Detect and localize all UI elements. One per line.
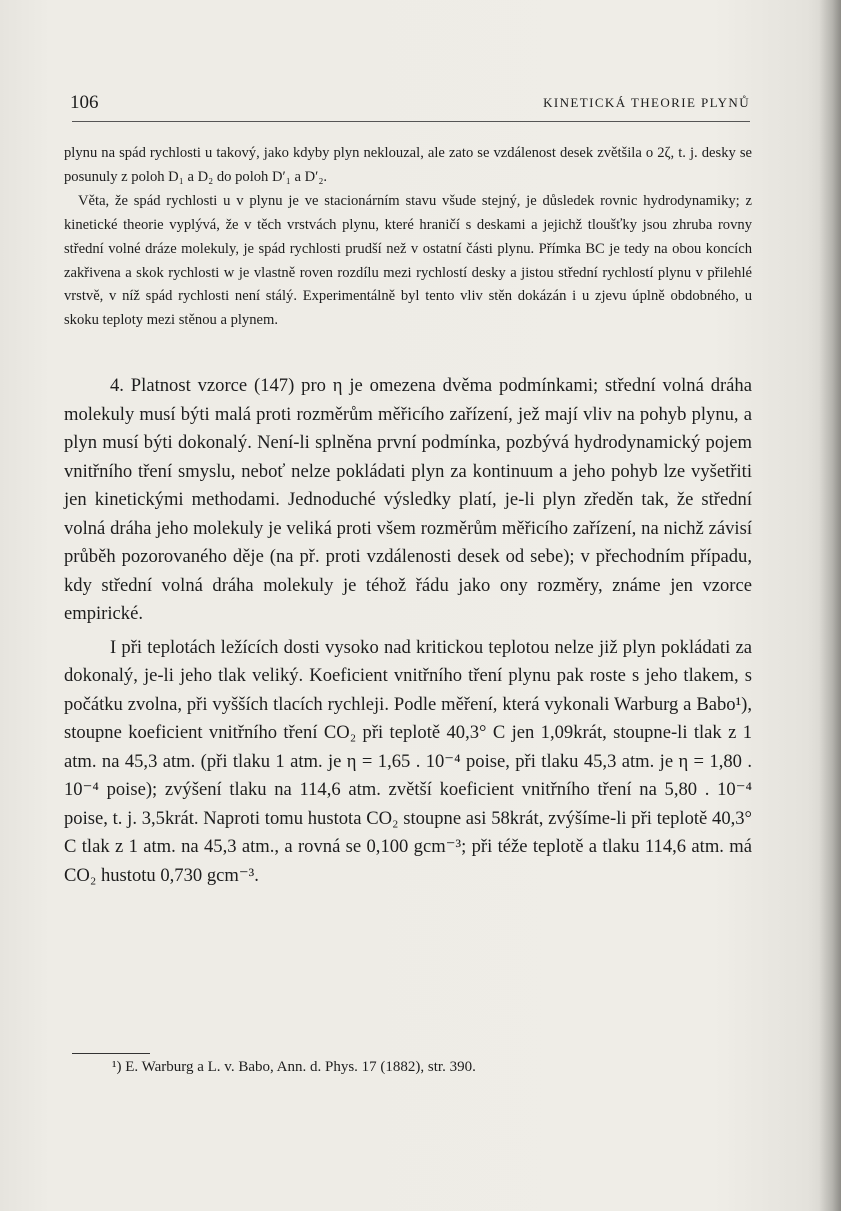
page-header	[70, 92, 750, 120]
running-head: KINETICKÁ THEORIE PLYNŮ	[543, 95, 750, 110]
header-rule	[72, 121, 750, 122]
paragraph-continuation: plynu na spád rychlosti u takový, jako kdyby plyn neklouzal, ale zato se vzdálenost desek zvětšila o 2ζ, t. j. desky se posunuly z poloh D₁ a D₂ do poloh D′₁ a D′₂.	[64, 145, 752, 185]
page-edge-shadow	[819, 0, 841, 1211]
main-text-section	[64, 372, 752, 890]
small-print-section	[64, 142, 752, 333]
paragraph-velocity-gradient: Věta, že spád rychlosti u v plynu je ve stacionárním stavu všude stejný, je důsledek rovnic hydrodynamiky; z kinetické theorie vyplývá, že v těch vrstvách plynu, které hraničí s deskami a jejichž tloušťky jsou zhruba rovny střední volné dráze molekuly, je spád rychlosti prudší než v ostatní části plynu. Přímka BC je tedy na obou koncích zakřivena a skok rychlosti w je vlastně roven rozdílu mezi rychlostí desky a jistou střední rychlostí plynu v přilehlé vrstvě, v níž spád rychlosti není stálý. Experimentálně byl tento vliv stěn dokázán i u zjevu úplně obdobného, u skoku teploty mezi stěnou a plynem.	[64, 192, 752, 329]
footnote: ¹) E. Warburg a L. v. Babo, Ann. d. Phys. 17 (1882), str. 390.	[112, 1059, 476, 1075]
paragraph-formula-validity: 4. Platnost vzorce (147) pro η je omezena dvěma podmínkami; střední volná dráha molekuly musí býti malá proti rozměrům měřicího zařízení, jež mají vliv na pohyb plynu, a plyn musí býti dokonalý. Není-li splněna první podmínka, pozbývá hydrodynamický pojem vnitřního tření smyslu, neboť nelze pokládati plyn za kontinuum a jeho pohyb lze vyšetřiti jen kinetickými methodami. Jednoduché výsledky platí, je-li plyn zředěn tak, že střední volná dráha jeho molekuly je veliká proti všem rozměrům měřicího zařízení, na nichž závisí průběh pozorovaného děje (na př. proti vzdálenosti desek od sebe); v přechodním případu, kdy střední volná dráha molekuly je téhož řádu jako ony rozměry, známe jen vzorce empirické.	[64, 375, 752, 624]
paragraph-high-pressure: I při teplotách ležících dosti vysoko nad kritickou teplotou nelze již plyn pokládati za dokonalý, je-li jeho tlak veliký. Koeficient vnitřního tření plynu pak roste s jeho tlakem, s počátku zvolna, při vyšších tlacích rychleji. Podle měření, která vykonali Warburg a Babo¹), stoupne koeficient vnitřního tření CO₂ při teplotě 40,3° C jen 1,09krát, stoupne-li tlak z 1 atm. na 45,3 atm. (při tlaku 1 atm. je η = 1,65 . 10⁻⁴ poise, při tlaku 45,3 atm. je η = 1,80 . 10⁻⁴ poise); zvýšení tlaku na 114,6 atm. zvětší koeficient vnitřního tření na 5,80 . 10⁻⁴ poise, t. j. 3,5krát. Naproti tomu hustota CO₂ stoupne asi 58krát, zvýšíme-li při teplotě 40,3° C tlak z 1 atm. na 45,3 atm., a rovná se 0,100 gcm⁻³; při téže teplotě a tlaku 114,6 atm. má CO₂ hustotu 0,730 gcm⁻³.	[64, 636, 752, 886]
page-number: 106	[70, 92, 99, 113]
footnote-rule	[72, 1053, 150, 1054]
